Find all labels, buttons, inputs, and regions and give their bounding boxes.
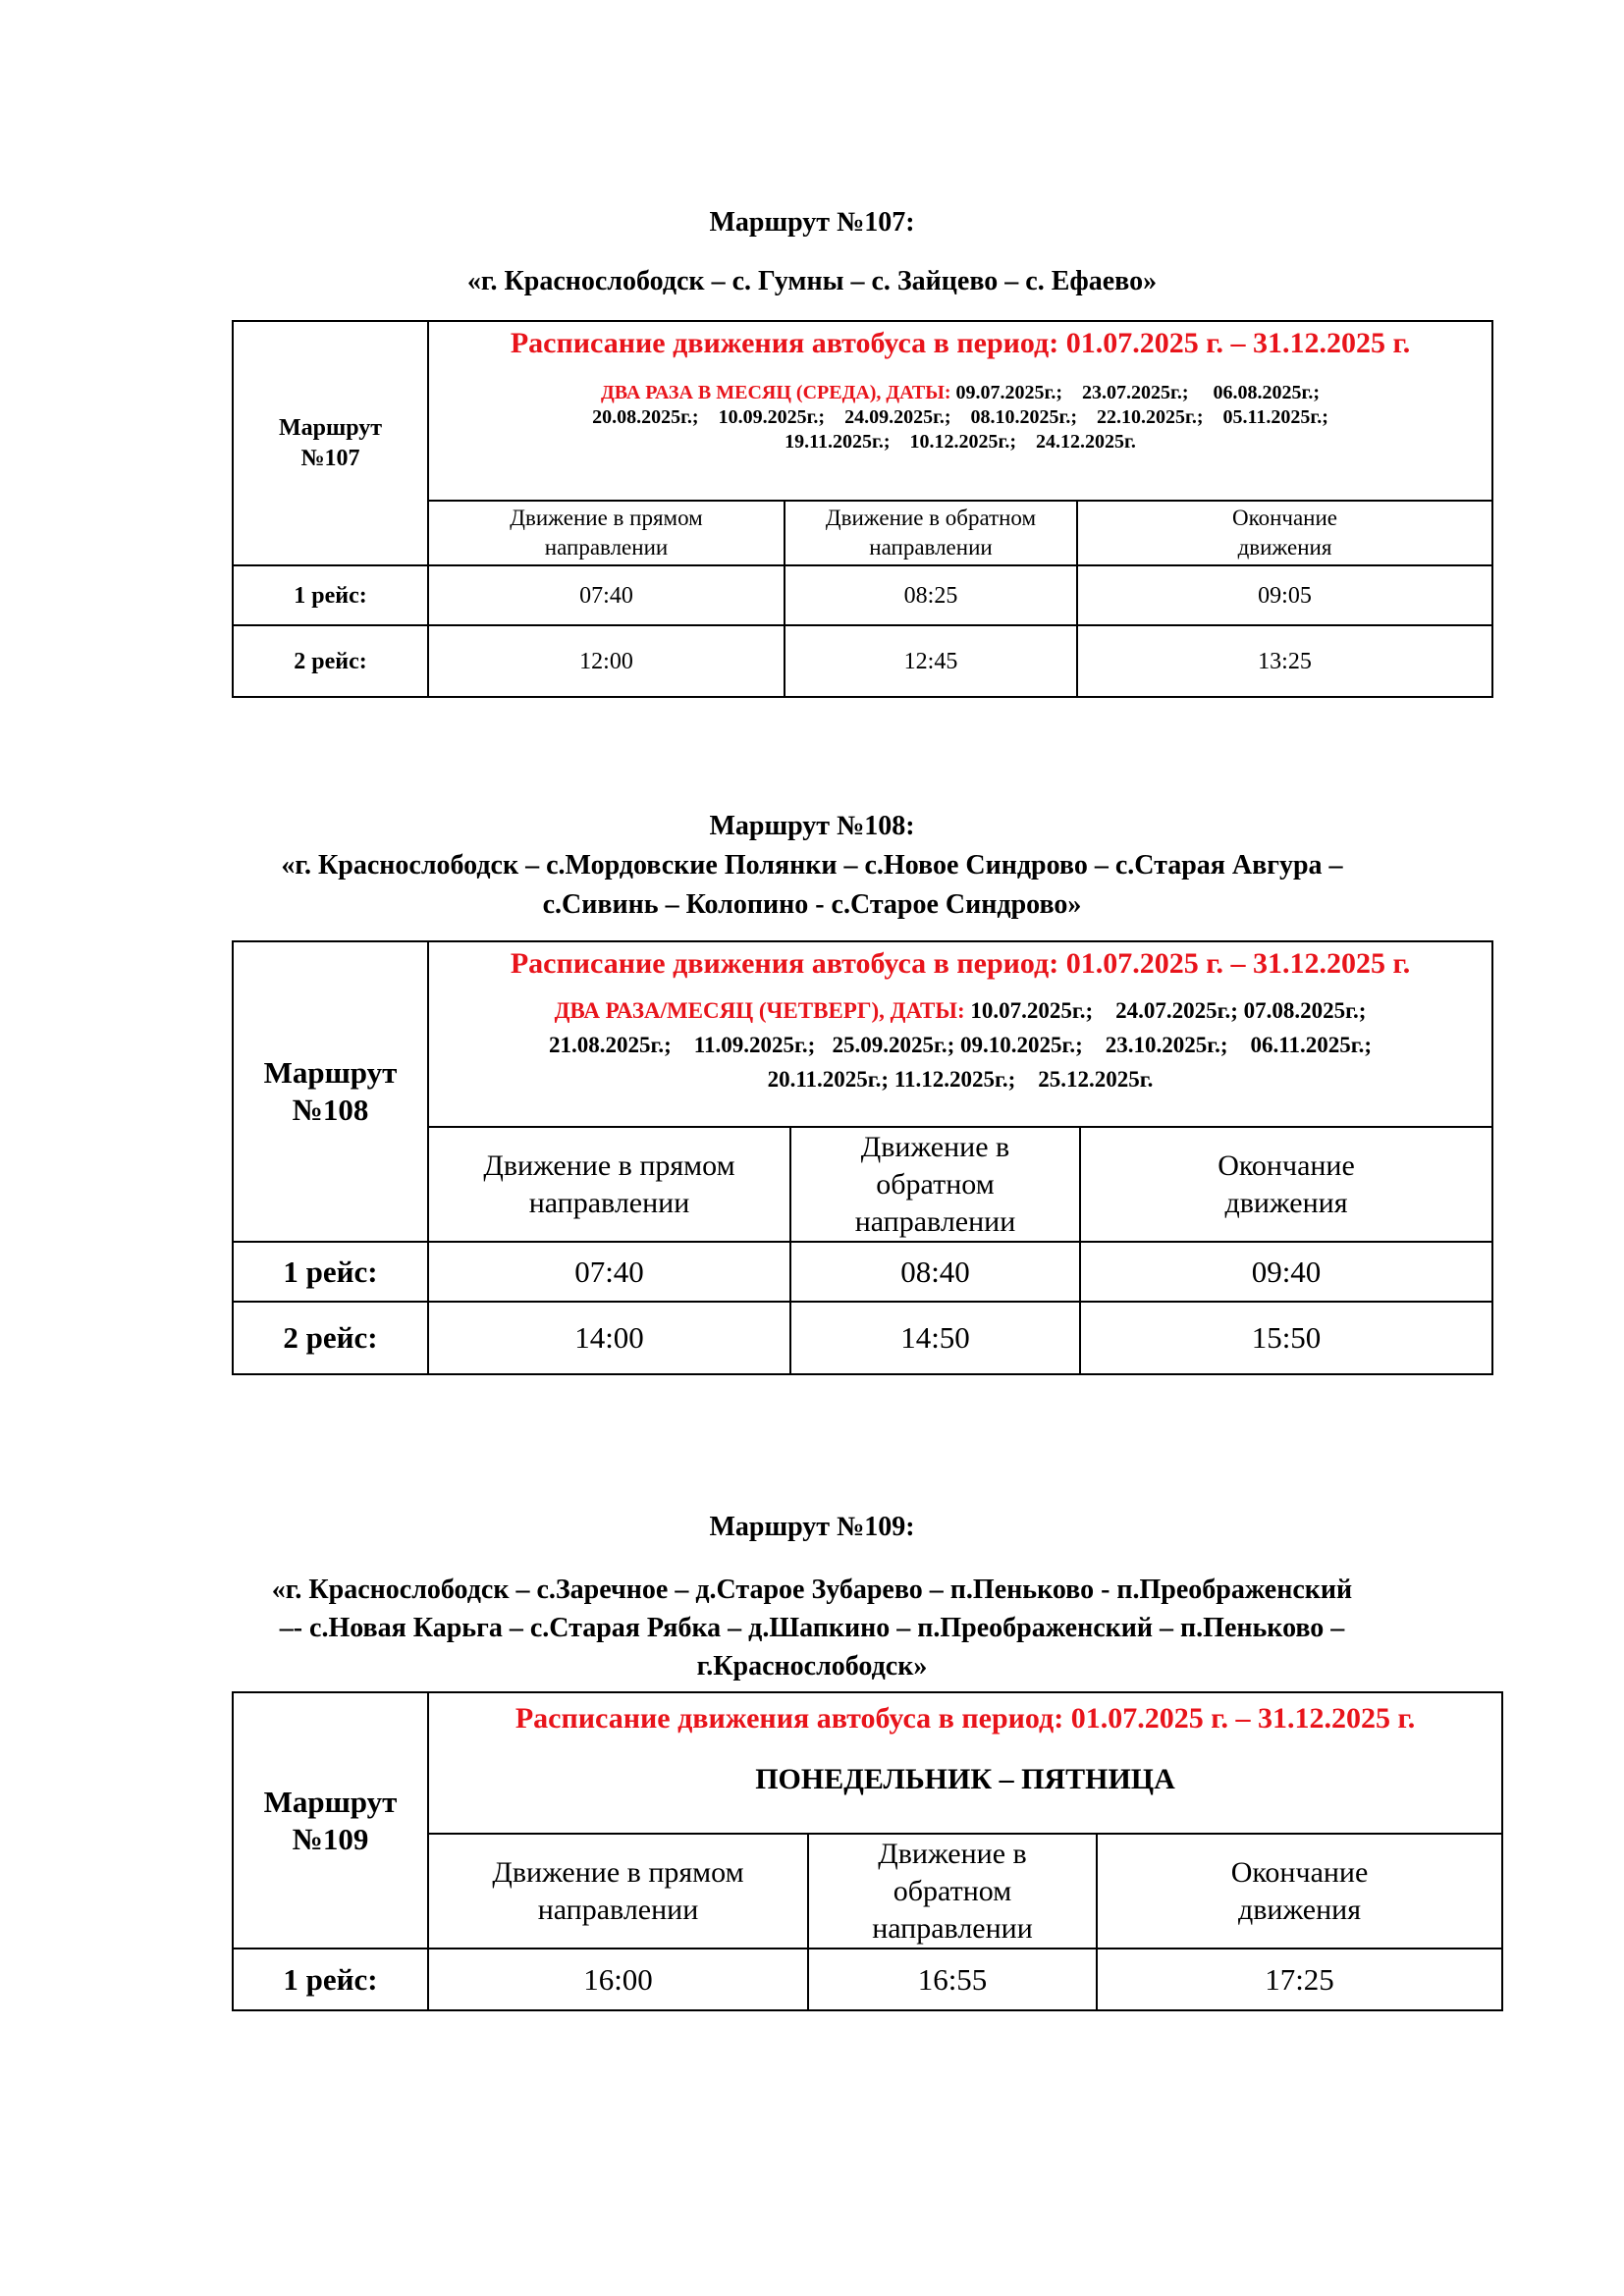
table-row (233, 1302, 1492, 1374)
schedule-frequency: ДВА РАЗА/МЕСЯЦ (ЧЕТВЕРГ), ДАТЫ: (554, 998, 965, 1023)
trip-label: 2 рейс: (233, 625, 428, 697)
dates-line: 10.07.2025г.; 24.07.2025г.; 07.08.2025г.; (970, 998, 1367, 1023)
table-row (233, 321, 1492, 501)
time-end: 17:25 (1097, 1949, 1502, 2010)
route-107-path: «г. Краснослободск – с. Гумны – с. Зайцево – с. Ефаево» (466, 266, 1158, 296)
table-row (233, 625, 1492, 697)
schedule-period: Расписание движения автобуса в период: 01.07.2025 г. – 31.12.2025 г. (514, 1702, 1416, 1735)
table-row (233, 941, 1492, 1127)
time-forward: 16:00 (428, 1949, 808, 2010)
route-label-cell (233, 321, 428, 565)
time-end: 15:50 (1080, 1302, 1492, 1374)
dates-line: 21.08.2025г.; 11.09.2025г.; 25.09.2025г.; 09.10.2025г.; 23.10.2025г.; 06.11.2025г.; (548, 1033, 1373, 1057)
route-label-cell (233, 1692, 428, 1949)
trip-label: 1 рейс: (233, 1242, 428, 1302)
header-forward: Движение в прямом направлении (428, 1834, 808, 1949)
schedule-days: ПОНЕДЕЛЬНИК – ПЯТНИЦА (755, 1763, 1175, 1795)
dates-line: 20.11.2025г.; 11.12.2025г.; 25.12.2025г. (767, 1067, 1154, 1092)
schedule-dates (429, 361, 1491, 464)
table-row (233, 565, 1492, 625)
time-forward: 14:00 (428, 1302, 790, 1374)
route-109-title: Маршрут №109: (709, 1512, 915, 1542)
route-label: Маршрут (263, 1784, 398, 1819)
dates-line: 09.07.2025г.; 23.07.2025г.; 06.08.2025г.; (955, 382, 1320, 403)
route-108-title: Маршрут №108: (709, 811, 915, 841)
route-108-path-line-2: с.Сивинь – Колопино - с.Старое Синдрово» (542, 889, 1082, 920)
route-109-schedule-table (232, 1691, 1503, 2011)
time-backward: 16:55 (808, 1949, 1097, 2010)
schedule-dates (429, 982, 1491, 1104)
table-row (233, 1242, 1492, 1302)
route-109-path-line-3: г.Краснослободск» (696, 1651, 928, 1682)
schedule-period: Расписание движения автобуса в период: 01.07.2025 г. – 31.12.2025 г. (510, 327, 1411, 359)
header-end: Окончание движения (1097, 1834, 1502, 1949)
time-end: 13:25 (1077, 625, 1492, 697)
trip-label: 1 рейс: (233, 1949, 428, 2010)
table-row (233, 1949, 1502, 2010)
time-end: 09:40 (1080, 1242, 1492, 1302)
route-107-title: Маршрут №107: (709, 207, 915, 238)
route-label-cell (233, 941, 428, 1242)
dates-line: 19.11.2025г.; 10.12.2025г.; 24.12.2025г. (785, 431, 1136, 453)
header-forward: Движение в прямом направлении (428, 501, 785, 565)
time-backward: 12:45 (785, 625, 1077, 697)
route-109-path-line-2: –- с.Новая Карьга – с.Старая Рябка – д.Шапкино – п.Преображенский – п.Пеньково – (279, 1613, 1345, 1643)
route-label: Маршрут (263, 1055, 398, 1090)
dates-line: 20.08.2025г.; 10.09.2025г.; 24.09.2025г.; 08.10.2025г.; 22.10.2025г.; 05.11.2025г.; (592, 406, 1328, 428)
time-backward: 08:25 (785, 565, 1077, 625)
header-end: Окончание движения (1080, 1127, 1492, 1242)
time-forward: 12:00 (428, 625, 785, 697)
header-backward: Движение в обратном направлении (808, 1834, 1097, 1949)
time-end: 09:05 (1077, 565, 1492, 625)
header-backward: Движение в обратном направлении (785, 501, 1077, 565)
schedule-info-cell (428, 941, 1492, 1127)
route-108-path-line-1: «г. Краснослободск – с.Мордовские Полянки – с.Новое Синдрово – с.Старая Авгура – (281, 850, 1343, 881)
time-backward: 08:40 (790, 1242, 1080, 1302)
time-backward: 14:50 (790, 1302, 1080, 1374)
time-forward: 07:40 (428, 565, 785, 625)
route-107-schedule-table (232, 320, 1493, 698)
trip-label: 2 рейс: (233, 1302, 428, 1374)
trip-label: 1 рейс: (233, 565, 428, 625)
route-number: №107 (300, 445, 360, 471)
table-row (233, 1692, 1502, 1834)
header-backward: Движение в обратном направлении (790, 1127, 1080, 1242)
header-forward: Движение в прямом направлении (428, 1127, 790, 1242)
schedule-info-cell (428, 1692, 1502, 1834)
route-number: №108 (292, 1093, 369, 1127)
schedule-frequency: ДВА РАЗА В МЕСЯЦ (СРЕДА), ДАТЫ: (601, 382, 951, 403)
route-108-schedule-table (232, 940, 1493, 1375)
route-label: Маршрут (278, 414, 383, 441)
route-number: №109 (292, 1821, 369, 1856)
time-forward: 07:40 (428, 1242, 790, 1302)
header-end: Окончание движения (1077, 501, 1492, 565)
route-109-path-line-1: «г. Краснослободск – с.Заречное – д.Старое Зубарево – п.Пеньково - п.Преображенский (271, 1575, 1353, 1605)
schedule-period: Расписание движения автобуса в период: 01.07.2025 г. – 31.12.2025 г. (510, 947, 1411, 980)
schedule-info-cell (428, 321, 1492, 501)
